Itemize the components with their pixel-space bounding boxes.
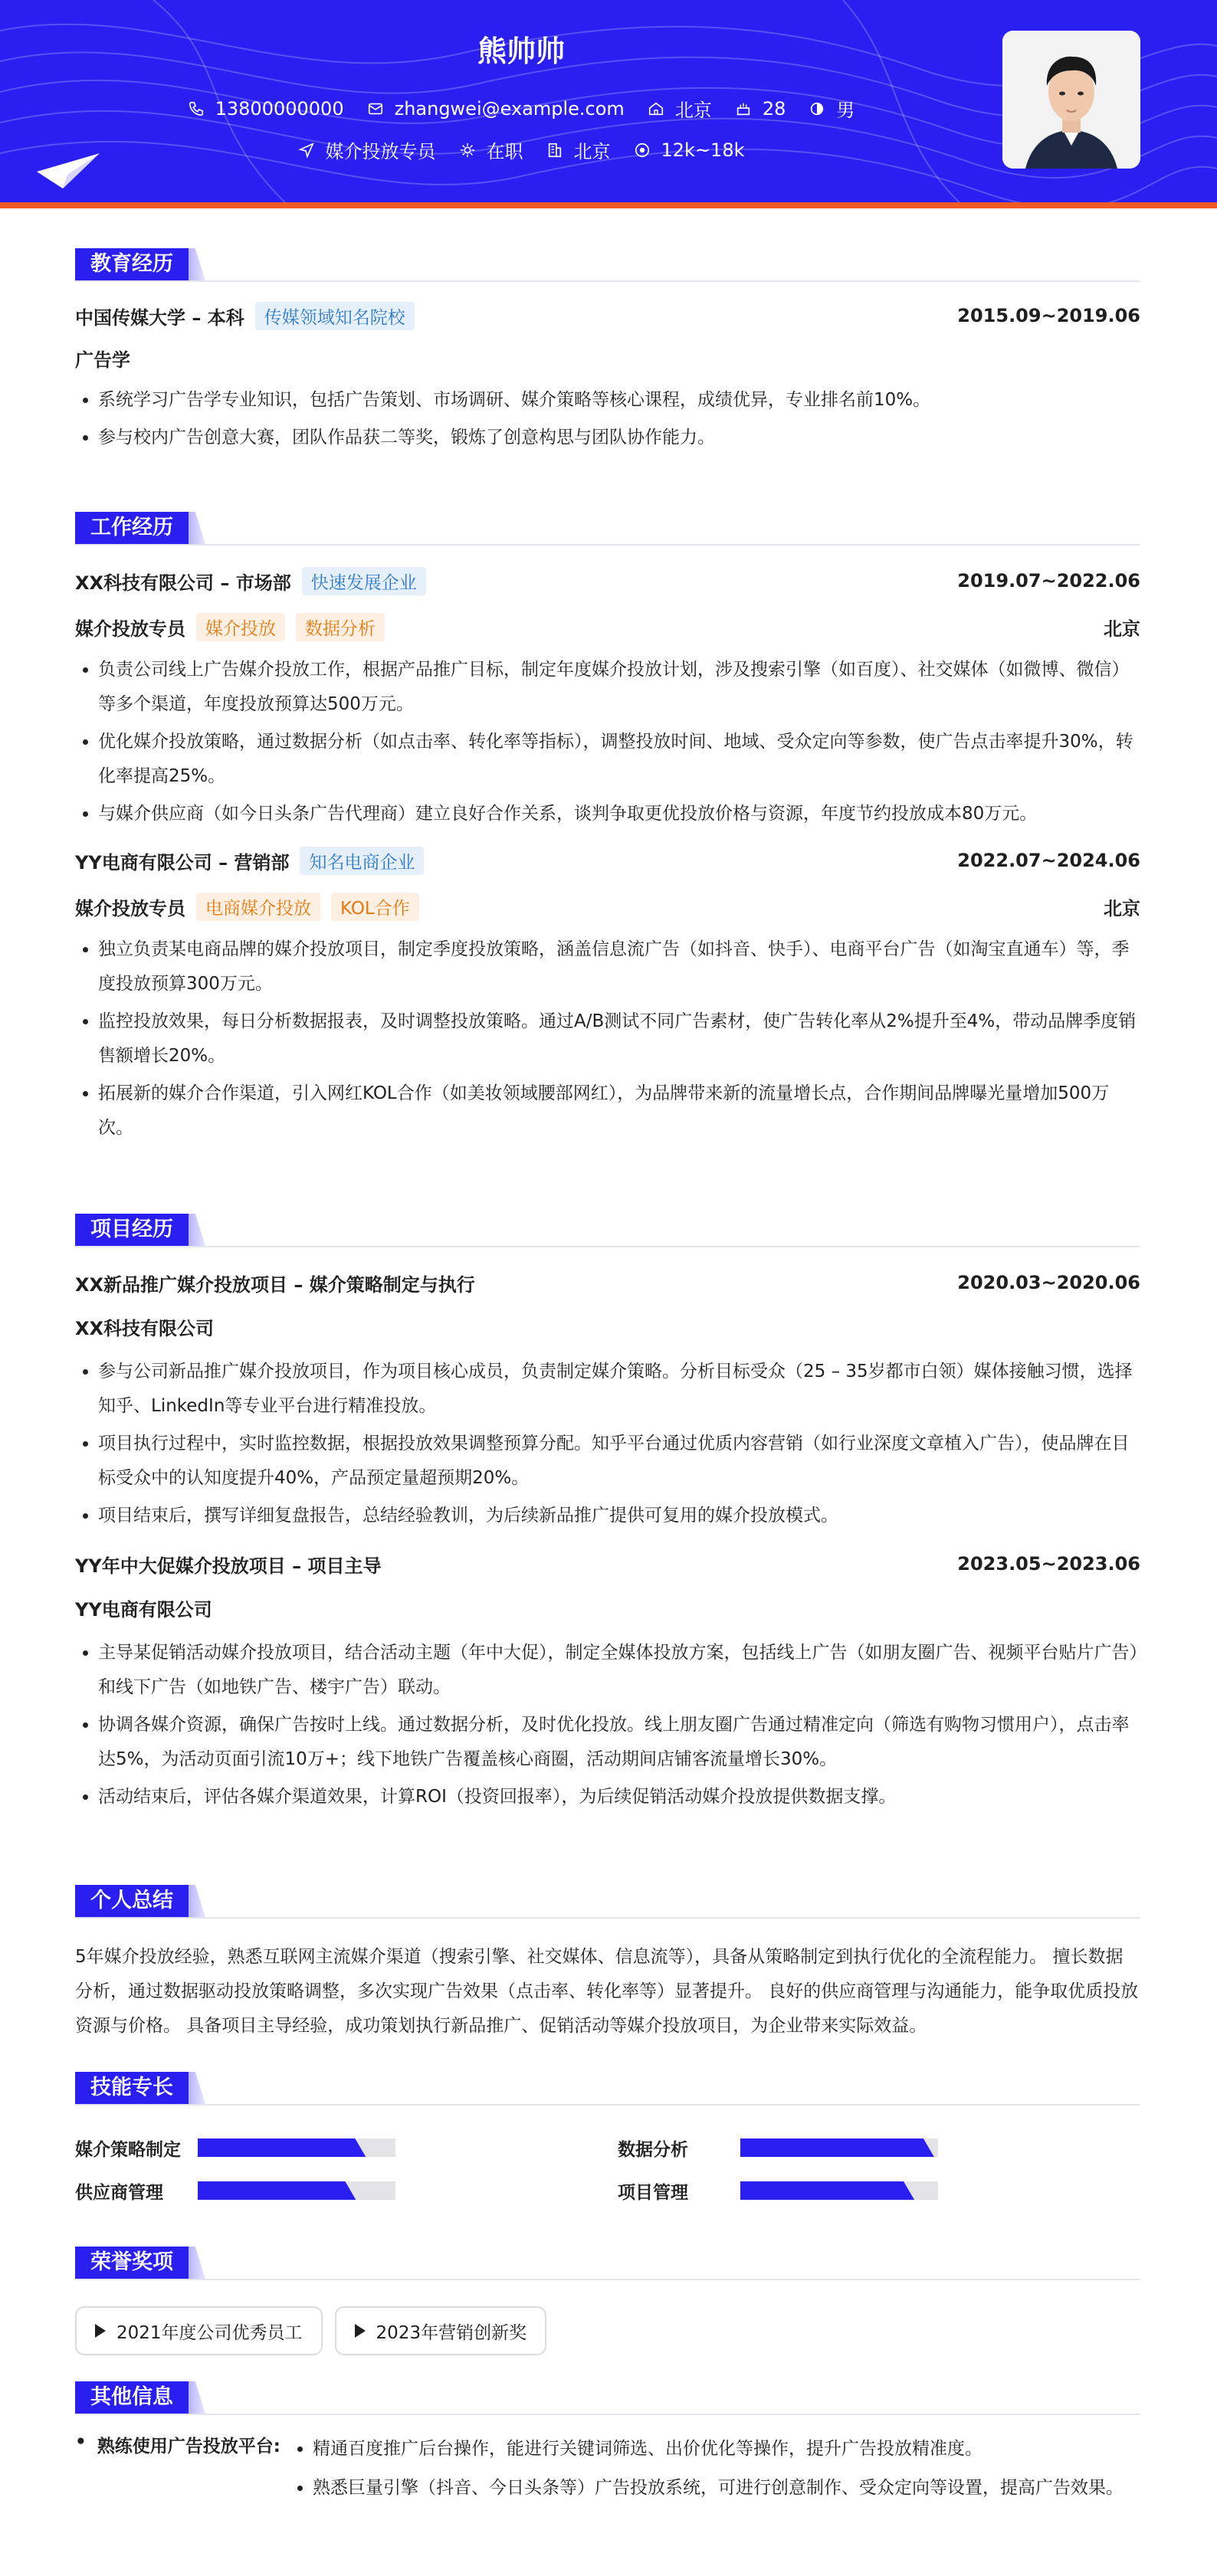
entry-header bbox=[75, 1267, 1140, 1298]
list-item: • 项目结束后，撰写详细复盘报告，总结经验教训，为后续新品推广提供可复用的媒介投放模式。 bbox=[98, 1499, 1140, 1533]
other-info bbox=[75, 2432, 1140, 2510]
skill-tag: 电商媒介投放 bbox=[196, 893, 320, 921]
section-divider bbox=[75, 2279, 1140, 2280]
work-city: 北京 bbox=[1104, 897, 1140, 919]
education-entry bbox=[75, 300, 1140, 455]
section-title: 其他信息 bbox=[75, 2381, 189, 2414]
list-item: • 监控投放效果，每日分析数据报表，及时调整投放策略。通过A/B测试不同广告素材，使广告转化率从2%提升至4%，带动品牌季度销售额增长20%。 bbox=[98, 1005, 1140, 1073]
section-header bbox=[75, 2381, 1140, 2415]
list-item: • 精通百度推广后台操作，能进行关键词筛选、出价优化等操作，提升广告投放精准度。 bbox=[313, 2432, 1124, 2466]
skill-name: 供应商管理 bbox=[75, 2182, 163, 2203]
section-header bbox=[75, 2247, 1140, 2280]
send-icon bbox=[298, 142, 315, 159]
section-divider bbox=[75, 1246, 1140, 1247]
list-item: • 参与公司新品推广媒介投放项目，作为项目核心成员，负责制定媒介策略。分析目标受众（25 – 35岁都市白领）媒体接触习惯，选择知乎、LinkedIn等专业平台进行精准投放。 bbox=[98, 1355, 1140, 1424]
project-name: XX新品推广媒介投放项目 – 媒介策略制定与执行 bbox=[75, 1273, 475, 1296]
award-badge bbox=[75, 2306, 323, 2355]
skill-bar bbox=[740, 2181, 938, 2200]
section-header bbox=[75, 512, 1140, 546]
skill-tag: 媒介投放 bbox=[196, 613, 285, 641]
project-name: YY年中大促媒介投放项目 – 项目主导 bbox=[75, 1555, 382, 1577]
project-bullets bbox=[75, 1355, 1140, 1533]
role-row bbox=[75, 891, 1140, 922]
section-projects bbox=[75, 1214, 1140, 1817]
work-city: 北京 bbox=[1104, 618, 1140, 640]
list-item: • 熟悉巨量引擎（抖音、今日头条等）广告投放系统，可进行创意制作、受众定向等设置，提高广告效果。 bbox=[313, 2471, 1124, 2506]
role-name: 媒介投放专员 bbox=[75, 618, 185, 640]
list-item: • 项目执行过程中，实时监控数据，根据投放效果调整预算分配。知乎平台通过优质内容营销（如行业深度文章植入广告），使品牌在目标受众中的认知度提升40%，产品预定量超预期20%。 bbox=[98, 1427, 1140, 1496]
section-work bbox=[75, 512, 1140, 1149]
project-org: YY电商有限公司 bbox=[75, 1599, 212, 1621]
company-name: YY电商有限公司 – 营销部 bbox=[75, 851, 290, 873]
list-item: • 参与校内广告创意大赛，团队作品获二等奖，锻炼了创意构思与团队协作能力。 bbox=[98, 421, 1140, 455]
project-bullets bbox=[75, 1636, 1140, 1814]
school-name: 中国传媒大学 – 本科 bbox=[75, 306, 244, 329]
skill-name: 项目管理 bbox=[618, 2182, 688, 2203]
company-name: XX科技有限公司 – 市场部 bbox=[75, 572, 291, 594]
email-text: zhangwei@example.com bbox=[394, 97, 625, 120]
city-text: 北京 bbox=[573, 141, 611, 162]
cake-icon bbox=[735, 100, 752, 117]
job-intent-row bbox=[0, 136, 1042, 163]
mail-icon bbox=[367, 100, 384, 117]
salary-item bbox=[634, 139, 745, 161]
entry-date: 2019.07~2022.06 bbox=[957, 570, 1140, 592]
gender-icon bbox=[809, 100, 825, 117]
education-bullets bbox=[75, 383, 1140, 455]
entry-date: 2015.09~2019.06 bbox=[957, 305, 1140, 326]
skill-bar bbox=[198, 2181, 395, 2200]
list-item: • 协调各媒介资源，确保广告按时上线。通过数据分析，及时优化投放。线上朋友圈广告通过精准定向（筛选有购物习惯用户），点击率达5%，为活动页面引流10万+；线下地铁广告覆盖核心商圈，活动期间店铺客流量增长30%。 bbox=[98, 1708, 1140, 1777]
section-header bbox=[75, 1214, 1140, 1247]
skill-item bbox=[75, 2179, 395, 2202]
section-divider bbox=[75, 1917, 1140, 1919]
section-header bbox=[75, 1885, 1140, 1919]
list-item: • 负责公司线上广告媒介投放工作，根据产品推广目标，制定年度媒介投放计划，涉及搜索引擎（如百度）、社交媒体（如微博、微信）等多个渠道，年度投放预算达500万元。 bbox=[98, 653, 1140, 722]
project-org: XX科技有限公司 bbox=[75, 1318, 215, 1339]
entry-header bbox=[75, 300, 1140, 331]
resume-header bbox=[0, 0, 1217, 208]
section-title: 荣誉奖项 bbox=[75, 2247, 189, 2279]
skill-fill bbox=[198, 2138, 366, 2157]
coin-icon bbox=[634, 142, 651, 159]
award-label: 2023年营销创新奖 bbox=[376, 2322, 527, 2343]
building-icon bbox=[546, 142, 563, 159]
play-icon bbox=[95, 2324, 106, 2338]
candidate-name: 熊帅帅 bbox=[477, 34, 565, 68]
header-accent-line bbox=[0, 202, 1217, 208]
phone-item bbox=[188, 98, 344, 120]
section-title: 个人总结 bbox=[75, 1885, 189, 1917]
phone-text: 13800000000 bbox=[215, 97, 344, 120]
job-target-text: 媒介投放专员 bbox=[325, 141, 436, 162]
play-icon bbox=[355, 2324, 366, 2338]
section-divider bbox=[75, 544, 1140, 546]
list-item: • 优化媒介投放策略，通过数据分析（如点击率、转化率等指标），调整投放时间、地域、受众定向等参数，使广告点击率提升30%，转化率提高25%。 bbox=[98, 725, 1140, 794]
list-item: • 独立负责某电商品牌的媒介投放项目，制定季度投放策略，涵盖信息流广告（如抖音、快手）、电商平台广告（如淘宝直通车）等，季度投放预算300万元。 bbox=[98, 932, 1140, 1001]
hometown-item bbox=[648, 95, 712, 122]
entry-date: 2023.05~2023.06 bbox=[957, 1553, 1140, 1575]
bullet-dot-icon: • bbox=[75, 2432, 87, 2452]
entry-date: 2022.07~2024.06 bbox=[957, 850, 1140, 871]
skill-item bbox=[618, 2179, 938, 2202]
skill-name: 媒介策略制定 bbox=[75, 2139, 181, 2160]
summary-text: 5年媒介投放经验，熟悉互联网主流媒介渠道（搜索引擎、社交媒体、信息流等），具备从策略制定到执行优化的全流程能力。 擅长数据分析，通过数据驱动投放策略调整，多次实现广告效果（点击率、转化率等）显著提升。 良好的供应商管理与沟通能力，能争取优质投放资源与价格。 具备项目主导经验，成功策划执行新品推广、促销活动等媒介投放项目，为企业带来实际效益。 bbox=[75, 1947, 1139, 2036]
other-label-wrap bbox=[75, 2432, 290, 2510]
company-tag: 知名电商企业 bbox=[300, 847, 424, 875]
avatar-image bbox=[1002, 31, 1140, 169]
section-awards bbox=[75, 2247, 1140, 2355]
company-tag: 快速发展企业 bbox=[302, 567, 426, 595]
gender-text: 男 bbox=[836, 100, 855, 121]
salary-text: 12k~18k bbox=[661, 139, 745, 161]
award-label: 2021年度公司优秀员工 bbox=[116, 2322, 303, 2343]
section-divider bbox=[75, 2414, 1140, 2415]
entry-date: 2020.03~2020.06 bbox=[957, 1272, 1140, 1293]
role-name: 媒介投放专员 bbox=[75, 897, 185, 919]
entry-header bbox=[75, 845, 1140, 876]
list-item: • 拓展新的媒介合作渠道，引入网红KOL合作（如美妆领域腰部网红），为品牌带来新的流量增长点，合作期间品牌曝光量增加500万次。 bbox=[98, 1077, 1140, 1145]
section-summary bbox=[75, 1885, 1140, 2043]
project-entry bbox=[75, 1267, 1140, 1533]
work-entry bbox=[75, 565, 1140, 831]
skill-item bbox=[75, 2136, 395, 2159]
entry-header bbox=[75, 565, 1140, 596]
city-item bbox=[546, 136, 611, 163]
skill-tag: 数据分析 bbox=[296, 613, 385, 641]
hometown-text: 北京 bbox=[674, 100, 712, 121]
major: 广告学 bbox=[75, 349, 130, 371]
role-row bbox=[75, 611, 1140, 642]
skill-bar bbox=[198, 2138, 395, 2157]
skill-bar bbox=[740, 2138, 938, 2157]
skill-name: 数据分析 bbox=[618, 2139, 688, 2160]
status-item bbox=[459, 136, 523, 163]
section-other bbox=[75, 2381, 1140, 2510]
section-title: 工作经历 bbox=[75, 512, 189, 544]
age-text: 28 bbox=[762, 97, 786, 120]
section-title: 技能专长 bbox=[75, 2072, 189, 2104]
status-text: 在职 bbox=[486, 141, 523, 162]
section-header bbox=[75, 248, 1140, 282]
awards-list bbox=[75, 2306, 1140, 2355]
other-label: 熟练使用广告投放平台: bbox=[97, 2437, 280, 2456]
list-item: • 活动结束后，评估各媒介渠道效果，计算ROI（投资回报率），为后续促销活动媒介投放提供数据支撑。 bbox=[98, 1780, 1140, 1814]
work-bullets bbox=[75, 932, 1140, 1145]
section-skills bbox=[75, 2072, 1140, 2213]
skill-fill bbox=[198, 2181, 356, 2200]
age-item bbox=[735, 98, 786, 120]
job-target-item bbox=[298, 136, 436, 163]
list-item: • 主导某促销活动媒介投放项目，结合活动主题（年中大促），制定全媒体投放方案，包括线上广告（如朋友圈广告、视频平台贴片广告）和线下广告（如地铁广告、楼宇广告）联动。 bbox=[98, 1636, 1140, 1705]
avatar bbox=[1002, 31, 1140, 169]
section-header bbox=[75, 2072, 1140, 2106]
award-badge bbox=[335, 2306, 547, 2355]
work-entry bbox=[75, 845, 1140, 1145]
entry-header bbox=[75, 1549, 1140, 1579]
section-title: 教育经历 bbox=[75, 248, 189, 280]
list-item: • 系统学习广告学专业知识，包括广告策划、市场调研、媒介策略等核心课程，成绩优异，专业排名前10%。 bbox=[98, 383, 1140, 418]
work-bullets bbox=[75, 653, 1140, 831]
email-item bbox=[367, 98, 625, 120]
skill-fill bbox=[740, 2138, 934, 2157]
skill-tag: KOL合作 bbox=[331, 893, 419, 921]
section-divider bbox=[75, 280, 1140, 282]
school-tag: 传媒领域知名院校 bbox=[255, 302, 415, 330]
home-icon bbox=[648, 100, 664, 117]
gender-item bbox=[809, 95, 855, 122]
section-education bbox=[75, 248, 1140, 458]
skills-grid bbox=[75, 2106, 1140, 2213]
settings-icon bbox=[459, 142, 476, 159]
contact-row bbox=[0, 95, 1042, 122]
section-title: 项目经历 bbox=[75, 1214, 189, 1246]
skill-item bbox=[618, 2136, 938, 2159]
phone-icon bbox=[188, 100, 205, 117]
list-item: • 与媒介供应商（如今日头条广告代理商）建立良好合作关系，谈判争取更优投放价格与资源，年度节约投放成本80万元。 bbox=[98, 797, 1140, 831]
skill-fill bbox=[740, 2181, 914, 2200]
project-entry bbox=[75, 1549, 1140, 1814]
other-list bbox=[290, 2432, 1124, 2510]
